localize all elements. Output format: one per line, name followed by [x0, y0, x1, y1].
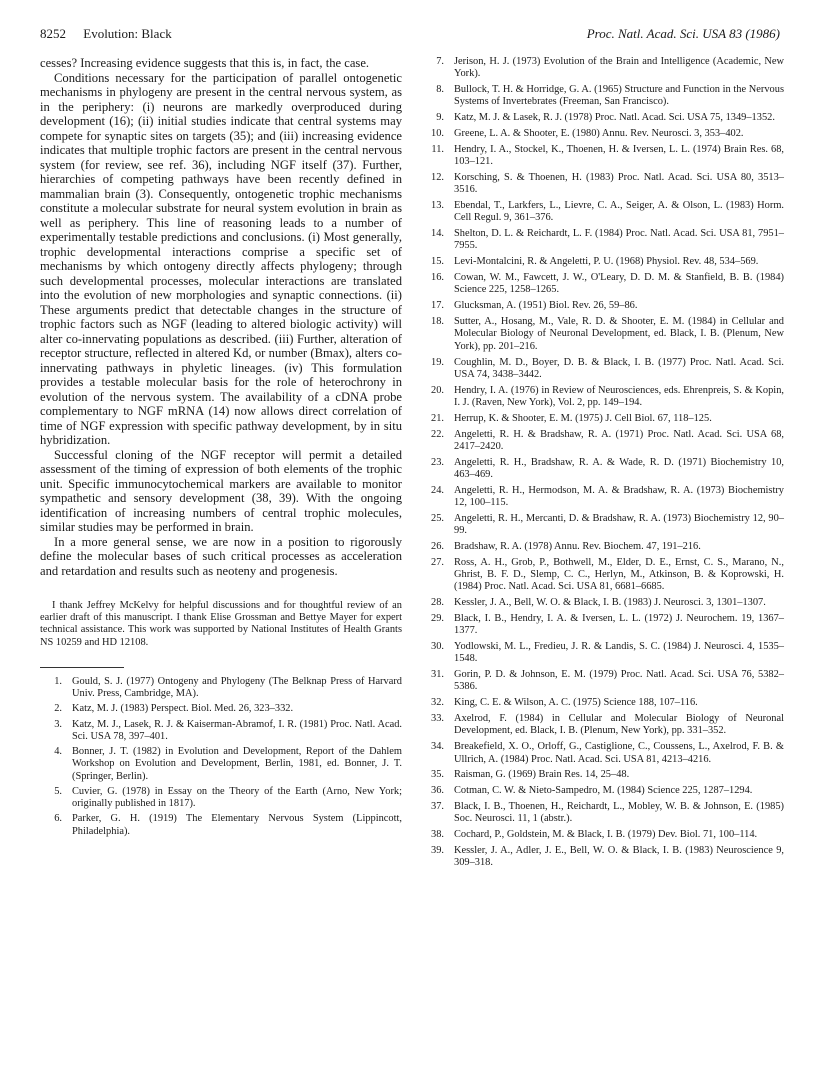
acknowledgment: I thank Jeffrey McKelvy for helpful discussions and for thoughtful review of an earlier draft of this manuscript. I thank Elise Grossman and Bettye Mayer for expert technical assistance. This work was supported by National Institutes of Health Grants NS 10259 and HD 12108.	[40, 600, 402, 648]
reference-text: Angeletti, R. H., Mercanti, D. & Bradshaw, R. A. (1973) Biochemistry 12, 90–99.	[454, 512, 784, 537]
reference-number: 32.	[431, 697, 444, 709]
reference-item	[422, 272, 784, 296]
reference-item	[422, 128, 784, 140]
reference-item	[422, 697, 784, 709]
reference-text: Black, I. B., Hendry, I. A. & Iversen, L. L. (1972) J. Neurochem. 19, 1367–1377.	[454, 613, 784, 637]
reference-text: Cochard, P., Goldstein, M. & Black, I. B. (1979) Dev. Biol. 71, 100–114.	[454, 829, 758, 841]
reference-text: Glucksman, A. (1951) Biol. Rev. 26, 59–86.	[454, 300, 638, 312]
reference-number: 30.	[431, 641, 444, 653]
reference-number: 1.	[54, 675, 62, 687]
reference-item	[422, 316, 784, 353]
reference-number: 22.	[431, 428, 444, 440]
body-paragraph: Conditions necessary for the participation of parallel ontogenetic mechanisms in phylogeny are present in the central nervous system, as in the periphery: (i) neurons are markedly overproduced during development (16); (ii) initial studies indicate that central systems may compete for synaptic sites on targets (35); and (iii) increasing evidence indicates that multiple trophic factors are present in the central nervous system (for review, see ref. 36), including NGF itself (37). Further, hierarchies of competing pathways have been recently defined in mammalian brain (3). Consequently, ontogenetic trophic mechanisms constitute a molecular substrate for neural system evolution in brain as well as periphery. This line of reasoning leads to a number of experimentally testable predictions and conclusions. (i) Most generally, trophic developmental interactions comprise a specific set of mechanisms by which ontogeny directly affects phylogeny; through such developmental processes, molecular interactions are translated into the evolution of new morphologies and synaptic connections. (ii) These arguments predict that detectable changes in the structure of trophic factors such as NGF (leading to altered biologic activity) will alter co-innervating populations as described. (iii) Further, alteration of receptor structure, reflected in altered Kd, or number (Bmax), alters co-innervating pathways in phyletic lineages. (iv) This formulation provides a testable molecular basis for the role of heterochrony in evolution of the nervous system. The availability of a cDNA probe complementary to NGF mRNA (14) now allows direct correlation of time of NGF expression with specific pathway development, by in situ hybridization.	[40, 70, 402, 447]
reference-text: Levi-Montalcini, R. & Angeletti, P. U. (1968) Physiol. Rev. 48, 534–569.	[454, 256, 759, 268]
reference-text: Angeletti, R. H. & Bradshaw, R. A. (1971) Proc. Natl. Acad. Sci. USA 68, 2417–2420.	[454, 428, 784, 452]
reference-item	[422, 56, 784, 80]
reference-number: 8.	[436, 84, 444, 96]
reference-item	[422, 200, 784, 224]
reference-text: Black, I. B., Thoenen, H., Reichardt, L., Mobley, W. B. & Johnson, E. (1985) Soc. Neurosci. 11, 1 (abstr.).	[454, 801, 784, 825]
reference-text: Cotman, C. W. & Nieto-Sampedro, M. (1984) Science 225, 1287–1294.	[454, 785, 753, 797]
page-header	[40, 26, 780, 46]
reference-item	[422, 769, 784, 781]
body-paragraph: cesses? Increasing evidence suggests that this is, in fact, the case.	[40, 56, 370, 70]
reference-text: Shelton, D. L. & Reichardt, L. F. (1984) Proc. Natl. Acad. Sci. USA 81, 7951–7955.	[454, 228, 784, 252]
reference-item	[422, 541, 784, 553]
reference-number: 33.	[431, 713, 444, 725]
reference-text: Coughlin, M. D., Boyer, D. B. & Black, I. B. (1977) Proc. Natl. Acad. Sci. USA 74, 3438–3442.	[454, 356, 784, 380]
reference-item	[422, 144, 784, 168]
reference-item	[422, 613, 784, 637]
reference-text: Korsching, S. & Thoenen, H. (1983) Proc. Natl. Acad. Sci. USA 80, 3513–3516.	[454, 172, 784, 196]
reference-item	[422, 228, 784, 252]
reference-item	[40, 746, 402, 783]
reference-item	[422, 669, 784, 693]
reference-text: Cuvier, G. (1978) in Essay on the Theory of the Earth (Arno, New York; originally published in 1817).	[72, 785, 402, 810]
reference-text: Bradshaw, R. A. (1978) Annu. Rev. Biochem. 47, 191–216.	[454, 540, 701, 552]
reference-number: 23.	[431, 456, 444, 468]
reference-item	[422, 741, 784, 765]
divider	[40, 667, 124, 668]
journal-citation: Proc. Natl. Acad. Sci. USA 83 (1986)	[586, 26, 780, 41]
reference-number: 35.	[431, 769, 444, 781]
body-paragraph: In a more general sense, we are now in a position to rigorously define the molecular bases of such critical processes as acceleration and retardation and results such as neoteny and progenesis.	[40, 534, 402, 578]
reference-text: Hendry, I. A., Stockel, K., Thoenen, H. & Iversen, L. L. (1974) Brain Res. 68, 103–121.	[454, 143, 784, 168]
reference-item	[422, 713, 784, 737]
reference-number: 13.	[431, 200, 444, 212]
reference-number: 37.	[431, 801, 444, 813]
reference-number: 20.	[431, 384, 444, 396]
reference-text: Kessler, J. A., Bell, W. O. & Black, I. B. (1983) J. Neurosci. 3, 1301–1307.	[454, 597, 766, 609]
reference-item	[422, 845, 784, 869]
reference-item	[422, 413, 784, 425]
reference-text: Raisman, G. (1969) Brain Res. 14, 25–48.	[454, 769, 630, 781]
left-column	[40, 56, 402, 841]
reference-list-left	[40, 676, 402, 838]
reference-number: 29.	[431, 613, 444, 625]
reference-text: King, C. E. & Wilson, A. C. (1975) Science 188, 107–116.	[454, 697, 698, 709]
reference-number: 21.	[431, 412, 444, 424]
reference-number: 16.	[431, 272, 444, 284]
reference-item	[422, 513, 784, 537]
reference-number: 3.	[54, 718, 62, 730]
reference-item	[40, 813, 402, 837]
reference-number: 25.	[431, 512, 444, 524]
reference-item	[422, 429, 784, 453]
reference-text: Ross, A. H., Grob, P., Bothwell, M., Elder, D. E., Ernst, C. S., Marano, N., Ghrist, B. F. D., Slemp, C. C., Herlyn, M., Atkinson, B. & Koprowski, H. (1984) Proc. Natl. Acad. Sci. USA 81, 6681–6685.	[454, 556, 784, 593]
header-left	[40, 26, 172, 42]
reference-item	[422, 112, 784, 124]
reference-text: Cowan, W. M., Fawcett, J. W., O'Leary, D. D. M. & Stanfield, B. B. (1984) Science 225, 1258–1265.	[454, 272, 784, 296]
reference-item	[40, 703, 402, 715]
reference-number: 38.	[431, 829, 444, 841]
reference-list-right	[422, 56, 784, 870]
reference-item	[422, 357, 784, 381]
reference-item	[422, 485, 784, 509]
reference-number: 27.	[431, 556, 444, 568]
reference-number: 2.	[54, 703, 62, 715]
reference-item	[422, 829, 784, 841]
reference-number: 36.	[431, 785, 444, 797]
reference-text: Greene, L. A. & Shooter, E. (1980) Annu. Rev. Neurosci. 3, 353–402.	[454, 128, 744, 140]
reference-number: 26.	[431, 540, 444, 552]
reference-item	[422, 172, 784, 196]
reference-number: 19.	[431, 356, 444, 368]
reference-number: 14.	[431, 228, 444, 240]
reference-text: Kessler, J. A., Adler, J. E., Bell, W. O. & Black, I. B. (1983) Neuroscience 9, 309–318.	[454, 845, 784, 869]
reference-text: Gorin, P. D. & Johnson, E. M. (1979) Proc. Natl. Acad. Sci. USA 76, 5382–5386.	[454, 669, 784, 693]
reference-number: 31.	[431, 669, 444, 681]
reference-text: Katz, M. J., Lasek, R. J. & Kaiserman-Abramof, I. R. (1981) Proc. Natl. Acad. Sci. USA 78, 397–401.	[72, 718, 402, 742]
reference-text: Herrup, K. & Shooter, E. M. (1975) J. Cell Biol. 67, 118–125.	[454, 412, 712, 424]
reference-number: 24.	[431, 484, 444, 496]
reference-item	[422, 641, 784, 665]
reference-item	[422, 457, 784, 481]
reference-text: Gould, S. J. (1977) Ontogeny and Phylogeny (The Belknap Press of Harvard Univ. Press, Cambridge, MA).	[72, 675, 402, 700]
reference-item	[422, 785, 784, 797]
body-paragraph: Successful cloning of the NGF receptor will permit a detailed assessment of the timing of expression of both elements of the trophic unit. Specific immunocytochemical markers are available to monitor sympathetic and sensory development (38, 39). With the ongoing identification of increasing numbers of central trophic molecules, similar studies may be performed in brain.	[40, 447, 402, 534]
reference-text: Breakefield, X. O., Orloff, G., Castiglione, C., Coussens, L., Axelrod, F. B. & Ullrich, A. (1984) Proc. Natl. Acad. Sci. USA 81, 4213–4216.	[454, 741, 784, 765]
reference-text: Axelrod, F. (1984) in Cellular and Molecular Biology of Neuronal Development, ed. Black, I. B. (Plenum, New York), pp. 331–352.	[454, 713, 784, 737]
reference-item	[40, 676, 402, 700]
reference-number: 17.	[431, 300, 444, 312]
reference-number: 5.	[54, 785, 62, 797]
reference-number: 6.	[54, 813, 62, 825]
reference-number: 11.	[431, 143, 444, 155]
reference-number: 4.	[54, 746, 62, 758]
reference-number: 9.	[436, 112, 444, 124]
reference-number: 15.	[431, 256, 444, 268]
reference-number: 10.	[431, 128, 444, 140]
reference-number: 39.	[431, 845, 444, 857]
reference-number: 12.	[431, 172, 444, 184]
reference-number: 28.	[431, 597, 444, 609]
reference-item	[422, 256, 784, 268]
reference-text: Katz, M. J. & Lasek, R. J. (1978) Proc. Natl. Acad. Sci. USA 75, 1349–1352.	[454, 112, 775, 124]
reference-text: Bonner, J. T. (1982) in Evolution and Development, Report of the Dahlem Workshop on Evolution and Development, Berlin, 1981, ed. Bonner, J. T. (Springer, Berlin).	[72, 746, 402, 782]
reference-text: Yodlowski, M. L., Fredieu, J. R. & Landis, S. C. (1984) J. Neurosci. 4, 1535–1548.	[454, 641, 784, 665]
reference-item	[422, 300, 784, 312]
reference-item	[422, 801, 784, 825]
reference-text: Bullock, T. H. & Horridge, G. A. (1965) Structure and Function in the Nervous Systems of Invertebrates (Freeman, San Francisco).	[454, 84, 784, 108]
reference-item	[422, 557, 784, 594]
reference-item	[40, 786, 402, 810]
reference-text: Sutter, A., Hosang, M., Vale, R. D. & Shooter, E. M. (1984) in Cellular and Molecular Biology of Neuronal Development, ed. Black, I. B. (Plenum, New York), pp. 201–216.	[454, 316, 784, 352]
page-number: 8252	[40, 26, 66, 41]
reference-text: Katz, M. J. (1983) Perspect. Biol. Med. 26, 323–332.	[72, 703, 294, 715]
reference-number: 34.	[431, 741, 444, 753]
reference-number: 7.	[436, 56, 444, 67]
reference-item	[422, 385, 784, 409]
reference-item	[40, 719, 402, 743]
reference-text: Hendry, I. A. (1976) in Review of Neurosciences, eds. Ehrenpreis, S. & Kopin, I. J. (Raven, New York), Vol. 2, pp. 149–194.	[454, 384, 784, 408]
reference-item	[422, 597, 784, 609]
reference-text: Ebendal, T., Larkfers, L., Lievre, C. A., Seiger, A. & Olson, L. (1983) Horm. Cell Regul. 9, 361–376.	[454, 200, 784, 224]
reference-text: Parker, G. H. (1919) The Elementary Nervous System (Lippincott, Philadelphia).	[72, 813, 402, 837]
reference-number: 18.	[431, 316, 444, 328]
section-title: Evolution: Black	[83, 26, 172, 41]
right-column	[422, 56, 784, 873]
reference-item	[422, 84, 784, 108]
reference-text: Angeletti, R. H., Hermodson, M. A. & Bradshaw, R. A. (1973) Biochemistry 12, 100–115.	[454, 484, 784, 508]
reference-text: Jerison, H. J. (1973) Evolution of the Brain and Intelligence (Academic, New York).	[454, 56, 784, 80]
reference-text: Angeletti, R. H., Bradshaw, R. A. & Wade, R. D. (1971) Biochemistry 10, 463–469.	[454, 456, 784, 480]
